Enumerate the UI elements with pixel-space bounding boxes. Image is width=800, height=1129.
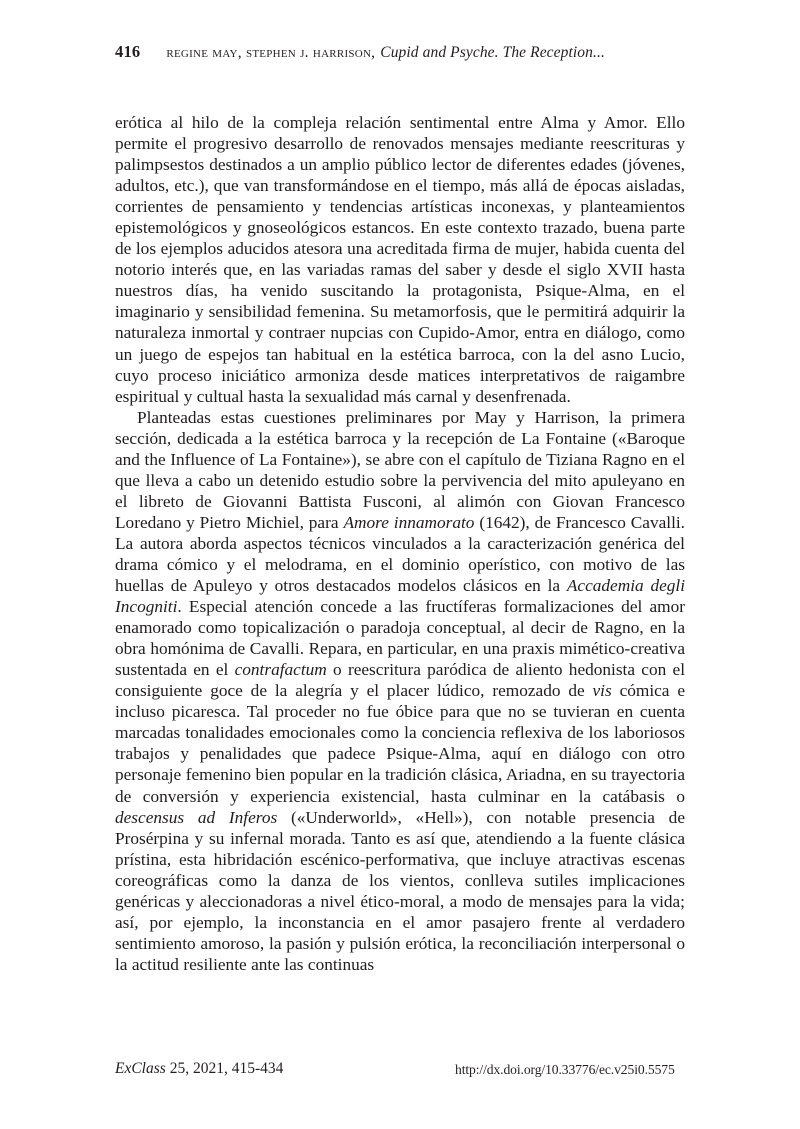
page-footer — [115, 1060, 685, 1082]
journal-title: ExClass — [115, 1060, 166, 1077]
footer-citation — [115, 1060, 283, 1078]
running-head-title: Cupid and Psyche. The Reception... — [380, 44, 605, 61]
running-head — [115, 42, 685, 66]
doi-link[interactable]: http://dx.doi.org/10.33776/ec.v25i0.5575 — [455, 1062, 675, 1077]
journal-citation: 25, 2021, 415-434 — [165, 1060, 284, 1077]
italic-phrase: vis — [592, 681, 612, 701]
italic-phrase: descensus ad Inferos — [115, 807, 278, 827]
running-head-authors: regine may, stephen j. harrison, — [166, 44, 376, 61]
page-number: 416 — [115, 42, 141, 61]
italic-phrase: Amore innamorato — [343, 512, 475, 532]
italic-phrase: Accademia degli Incogniti — [115, 576, 685, 617]
paragraph-2: Planteadas estas cuestiones preliminares por May y Harrison, la primera sección, dedicada a la estética barroca y la recepción de La Fontaine («Baroque and the Influence of La Fontaine»), se abre con el capítulo de Tiziana Ragno en el que lleva a cabo un detenido estudio sobre la pervivencia del mito apuleyano en el libreto de Giovanni Battista Fusconi, al alimón con Giovan Francesco Loredano y Pietro Michiel, para Amore innamorato (1642), de Francesco Cavalli. La autora aborda aspectos técnicos vinculados a la caracterización genérica del drama cómico y el melodrama, en el dominio operístico, con motivo de las huellas de Apuleyo y otros destacados modelos clásicos en la Accademia degli Incogniti. Especial atención concede a las fructíferas formalizaciones del amor enamorado como topicalización o paradoja conceptual, al decir de Ragno, en la obra homónima de Cavalli. Repara, en particular, en una praxis mimético-creativa sustentada en el contrafactum o reescritura paródica de aliento hedonista con el consiguiente goce de la alegría y el placer lúdico, remozado de vis cómica e incluso picaresca. Tal proceder no fue óbice para que no se tuvieran en cuenta marcadas tonalidades emocionales como la conciencia reflexiva de los laboriosos trabajos y penalidades que padece Psique-Alma, aquí en diálogo con otro personaje femenino bien popular en la tradición clásica, Ariadna, en su trayectoria de conversión y experiencia existencial, hasta culminar en la catábasis o descensus ad Inferos («Underworld», «Hell»), con notable presencia de Prosérpina y su infernal morada. Tanto es así que, atendiendo a la fuente clásica prístina, esta hibridación escénico-performativa, que incluye atractivas escenas coreográficas como la danza de los vientos, conlleva sutiles implicaciones genéricas y aleccionadoras a nivel ético-moral, a modo de mensajes para la vida; así, por ejemplo, la inconstancia en el amor pasajero frente al verdadero sentimiento amoroso, la pasión y pulsión erótica, la reconciliación interpersonal o la actitud resiliente ante las continuas — [115, 407, 686, 974]
body-text-block — [115, 112, 685, 975]
paragraph-1: erótica al hilo de la compleja relación sentimental entre Alma y Amor. Ello permite el progresivo desarrollo de renovados mensajes mediante reescrituras y palimpsestos destinados a un amplio público lector de diferentes edades (jóvenes, adultos, etc.), que van transformándose en el tiempo, más allá de épocas aisladas, corrientes de pensamiento y tendencias artísticas inconexas, y planteamientos epistemológicos y gnoseológicos estancos. En este contexto trazado, buena parte de los ejemplos aducidos atesora una acreditada firma de mujer, habida cuenta del notorio interés que, en las variadas ramas del saber y desde el siglo XVII hasta nuestros días, ha venido suscitando la protagonista, Psique-Alma, en el imaginario y sensibilidad femenina. Su metamorfosis, que le permitirá adquirir la naturaleza inmortal y contraer nupcias con Cupido-Amor, entra en diálogo, como un juego de espejos tan habitual en la estética barroca, con la del asno Lucio, cuyo proceso iniciático armoniza desde matices interpretativos de raigambre espiritual y cultual hasta la sexualidad más carnal y desenfrenada. — [115, 113, 685, 406]
italic-phrase: contrafactum — [234, 660, 327, 680]
